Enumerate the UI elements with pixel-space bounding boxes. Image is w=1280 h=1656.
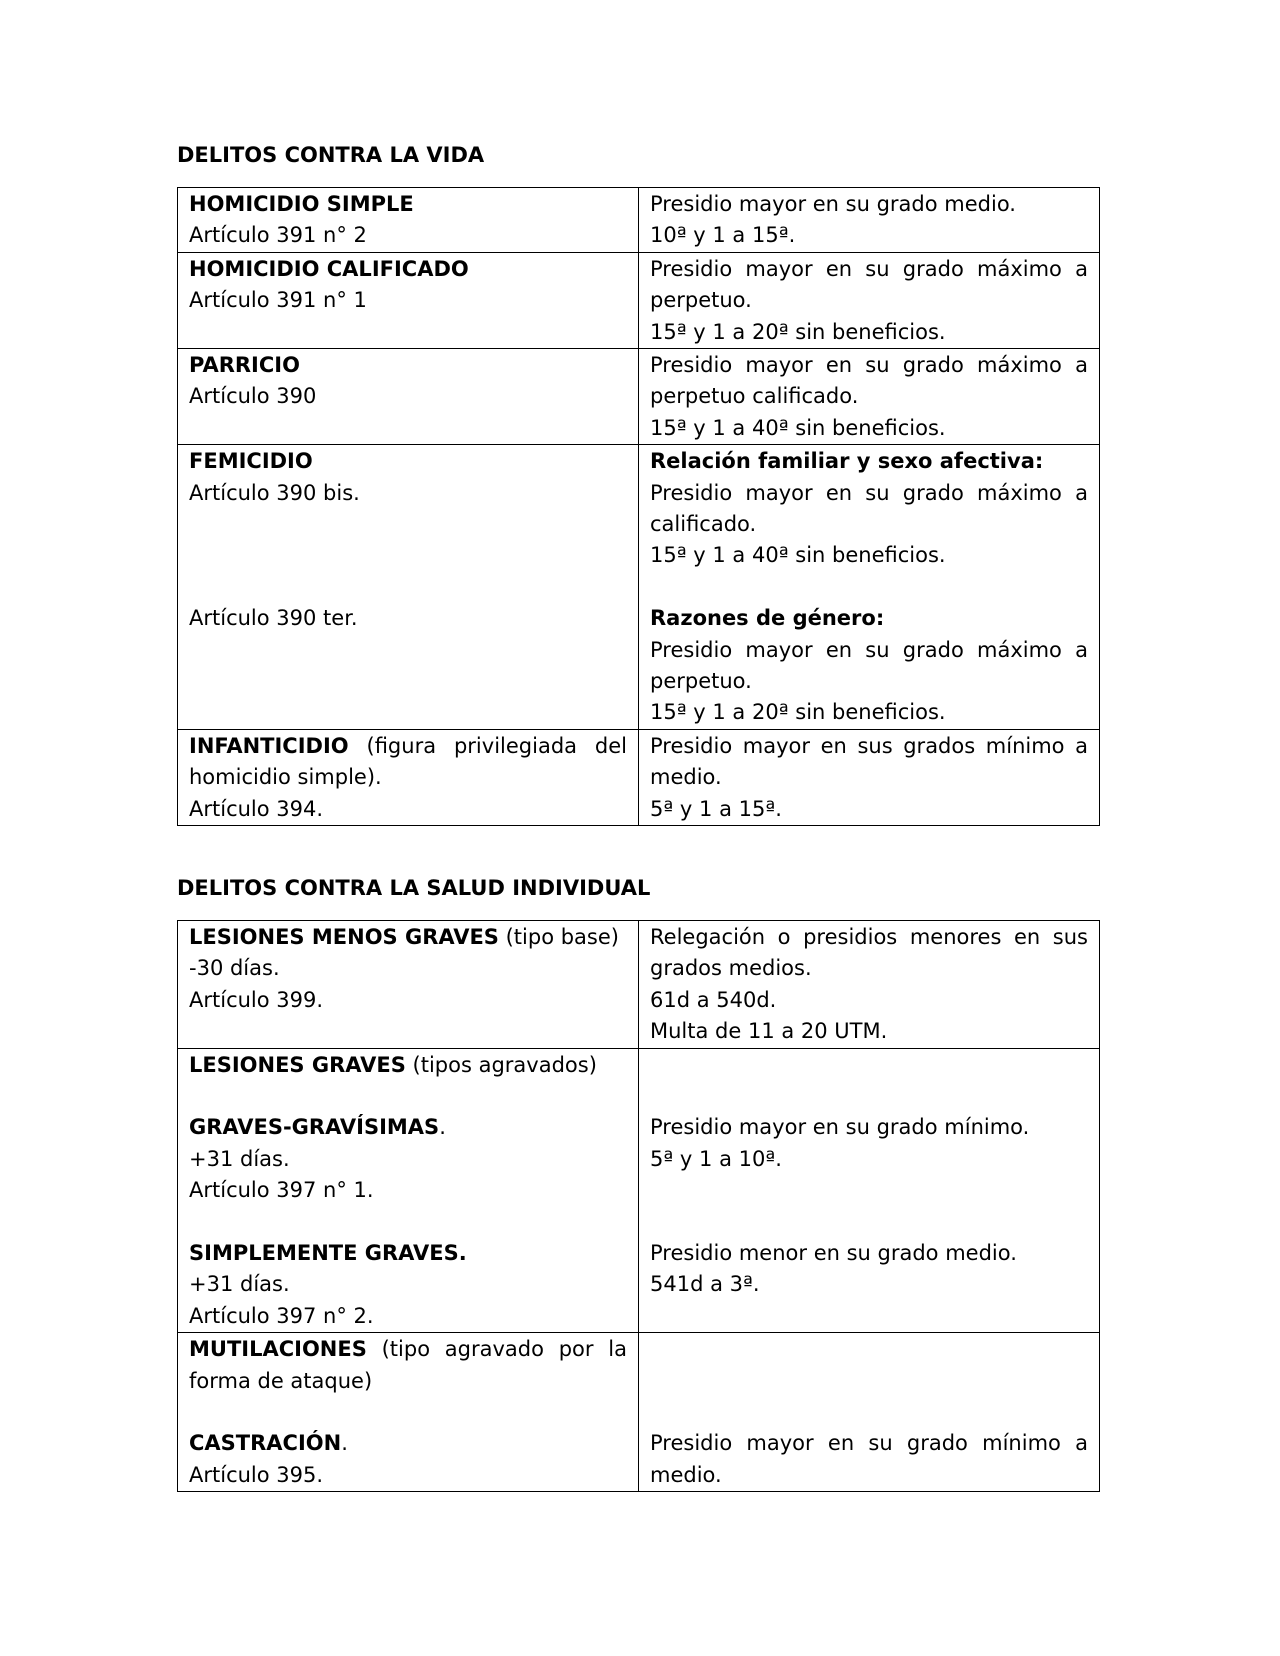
crime-title: FEMICIDIO [189,449,313,474]
table-row [178,921,1100,1049]
crime-note: (tipo base) [498,925,619,949]
table-row [178,349,1100,445]
penalty-cell [639,729,1100,825]
spacer [189,1397,627,1428]
punctuation: . [341,1431,348,1456]
crime-subtype: GRAVES-GRAVÍSIMAS [189,1115,440,1140]
crime-title: HOMICIDIO CALIFICADO [189,256,469,281]
spacer [189,1081,627,1112]
spacer [189,540,627,571]
duration-text: +31 días. [189,1272,290,1297]
spacer [650,1081,1088,1112]
article-ref: Artículo 394. [189,796,324,821]
penalty-range: 15ª y 1 a 20ª sin beneficios. [650,700,946,725]
spacer [650,1175,1088,1206]
table-row [178,188,1100,253]
section-heading-delitos-vida: DELITOS CONTRA LA VIDA [177,143,485,167]
crime-title: HOMICIDIO SIMPLE [189,192,414,216]
article-ref: Artículo 397 n° 1. [189,1178,374,1203]
penalty-cell [639,349,1100,445]
spacer [650,1366,1088,1397]
penalty-cell [639,188,1100,253]
penalty-text: Relegación o presidios menores en sus grados medios. [650,925,1088,981]
duration-text: -30 días. [189,956,280,981]
crime-title: MUTILACIONES [189,1337,367,1362]
section-heading-delitos-salud: DELITOS CONTRA LA SALUD INDIVIDUAL [177,876,651,900]
penalty-range: 15ª y 1 a 40ª sin beneficios. [650,543,946,568]
article-ref: Artículo 399. [189,987,324,1012]
spacer [650,1050,1088,1081]
spacer [650,1397,1088,1428]
crime-subtype: SIMPLEMENTE GRAVES. [189,1241,467,1266]
crime-cell [178,445,639,730]
crime-subtype-line [189,1112,627,1143]
penalty-text: Presidio mayor en su grado máximo a perpetuo calificado. [650,353,1088,409]
penalty-text: Presidio mayor en su grado máximo a calificado. [650,480,1088,537]
crime-cell [178,729,639,825]
crime-title: LESIONES MENOS GRAVES [189,925,499,949]
penalty-range: 15ª y 1 a 40ª sin beneficios. [650,415,946,440]
penalty-cell [639,252,1100,348]
crime-title: PARRICIO [189,353,300,378]
crime-cell [178,188,639,253]
penalty-cell [639,921,1100,1049]
spacer [650,1207,1088,1238]
table-row [178,1048,1100,1333]
article-ref: Artículo 391 n° 2 [189,223,367,248]
penalty-range: 61d a 540d. [650,987,777,1012]
crime-cell [178,921,639,1049]
spacer [650,572,1088,603]
crime-subtype: CASTRACIÓN [189,1431,342,1456]
crime-cell [178,252,639,348]
article-ref: Artículo 395. [189,1462,324,1487]
crime-title: LESIONES GRAVES [189,1052,406,1077]
penalty-cell [639,1333,1100,1492]
article-ref: Artículo 391 n° 1 [189,288,367,313]
table-row [178,445,1100,730]
crime-cell [178,1048,639,1333]
crime-note: (tipo agravado por la forma de ataque) [189,1337,627,1393]
penalty-text: Presidio mayor en su grado máximo a perpetuo. [650,256,1088,313]
penalty-cell [639,1048,1100,1333]
penalty-text: Presidio mayor en su grado mínimo. [650,1115,1030,1140]
crime-cell [178,349,639,445]
crime-title: INFANTICIDIO [189,733,349,758]
spacer [650,1334,1088,1365]
crime-note: (tipos agravados) [405,1052,597,1077]
penalty-cell [639,445,1100,730]
spacer [189,1207,627,1238]
article-ref: Artículo 397 n° 2. [189,1303,374,1328]
crime-heading-line [189,1050,627,1081]
article-ref: Artículo 390 [189,384,317,409]
penalty-text: Presidio mayor en su grado máximo a perpetuo. [650,637,1088,694]
crime-heading-line [189,731,627,794]
punctuation: . [439,1115,446,1140]
table-row [178,1333,1100,1492]
penalty-range: 15ª y 1 a 20ª sin beneficios. [650,319,946,344]
penalty-text: Presidio mayor en su grado mínimo a medio. [650,1431,1088,1487]
crime-subtype-line [189,1428,627,1459]
article-ref: Artículo 390 ter. [189,606,358,631]
crime-heading-line [189,922,627,953]
penalty-range: 5ª y 1 a 15ª. [650,796,782,821]
penalty-fine: Multa de 11 a 20 UTM. [650,1019,888,1044]
table-row [178,252,1100,348]
penalty-range: 5ª y 1 a 10ª. [650,1146,782,1171]
table-delitos-vida [177,187,1100,826]
penalty-text: Presidio mayor en su grado medio. [650,192,1016,216]
crime-heading-line [189,1334,627,1397]
penalty-text: Presidio menor en su grado medio. [650,1241,1017,1265]
table-delitos-salud [177,920,1100,1492]
article-ref: Artículo 390 bis. [189,480,360,505]
penalty-range: 541d a 3ª. [650,1272,760,1297]
table-row [178,729,1100,825]
penalty-range: 10ª y 1 a 15ª. [650,223,796,248]
penalty-subtitle: Relación familiar y sexo afectiva: [650,449,1044,474]
spacer [189,509,627,540]
spacer [189,572,627,603]
crime-cell [178,1333,639,1492]
penalty-subtitle: Razones de género: [650,606,885,631]
duration-text: +31 días. [189,1146,290,1171]
crime-note: (figura privilegiada del homicidio simple). [189,733,627,790]
penalty-text: Presidio mayor en sus grados mínimo a medio. [650,733,1088,790]
